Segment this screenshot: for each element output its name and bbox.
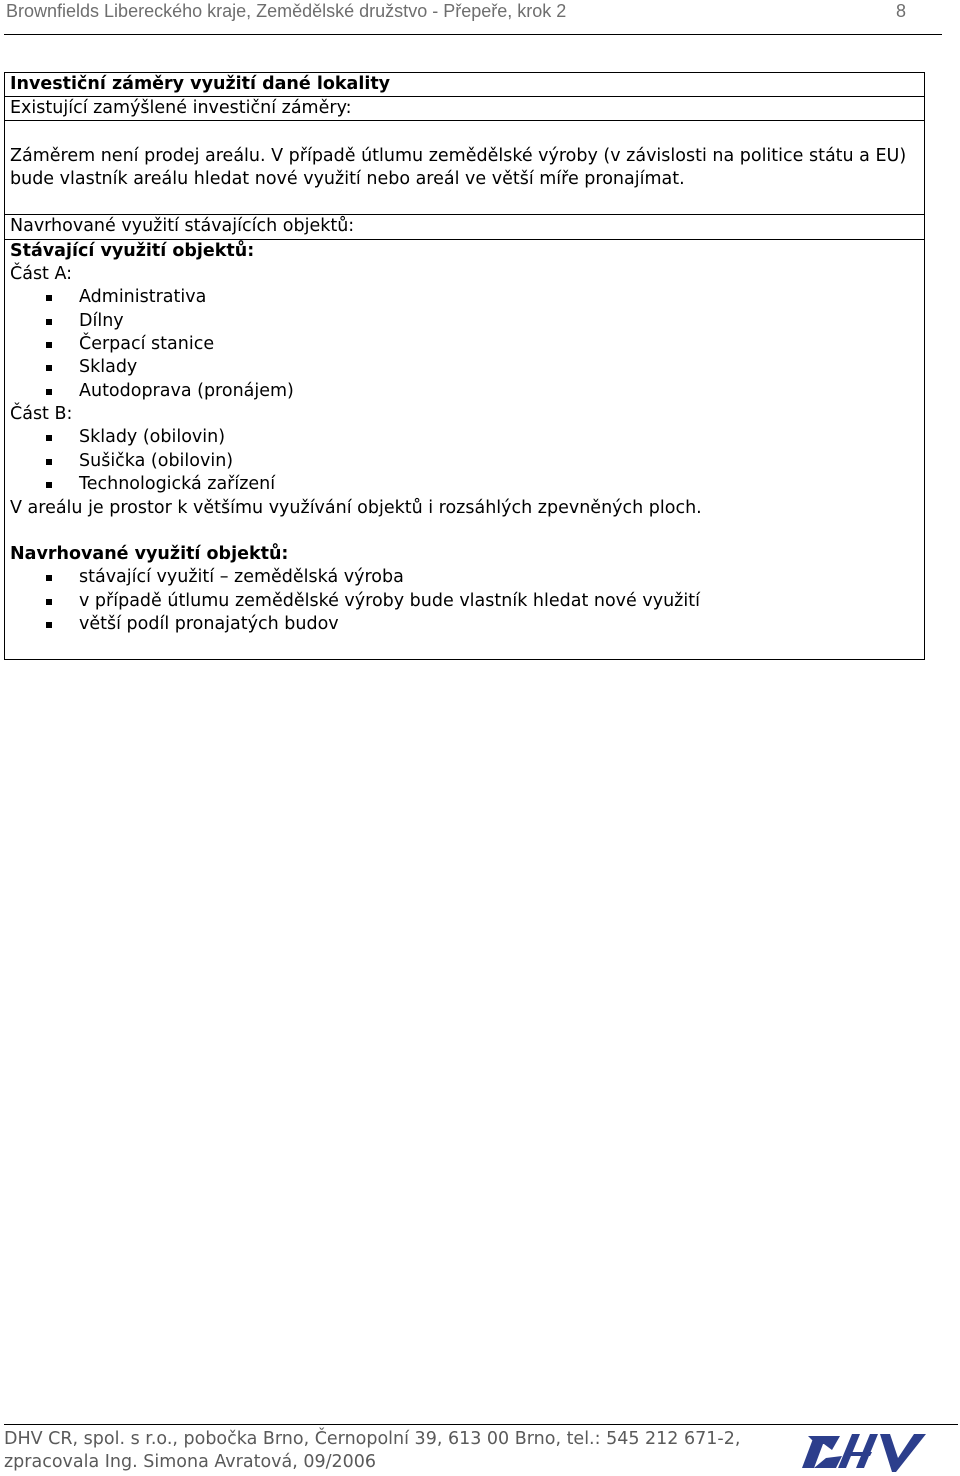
- proposed-use-heading: Navrhované využití objektů:: [10, 544, 289, 564]
- list-item-label: Čerpací stanice: [79, 334, 215, 354]
- square-bullet-icon: [46, 342, 52, 348]
- part-a-label: Část A:: [10, 264, 73, 284]
- summary-text: V areálu je prostor k většímu využívání objektů i rozsáhlých zpevněných ploch.: [10, 498, 702, 518]
- list-item-label: Dílny: [79, 311, 124, 331]
- section-subheading: Existující zamýšlené investiční záměry:: [10, 98, 352, 118]
- square-bullet-icon: [46, 459, 52, 465]
- dhv-logo: [796, 1428, 932, 1472]
- header-divider: [4, 34, 942, 35]
- list-item-label: Sklady: [79, 357, 138, 377]
- intro-text-line-2: bude vlastník areálu hledat nové využití nebo areál ve větší míře pronajímat.: [10, 169, 685, 189]
- list-item-label: stávající využití – zemědělská výroba: [79, 567, 404, 587]
- square-bullet-icon: [46, 482, 52, 488]
- square-bullet-icon: [46, 575, 52, 581]
- list-item-label: větší podíl pronajatých budov: [79, 614, 339, 634]
- list-item-label: Sušička (obilovin): [79, 451, 234, 471]
- footer-author: zpracovala Ing. Simona Avratová, 09/2006: [4, 1452, 377, 1472]
- intro-text-line-1: Záměrem není prodej areálu. V případě útlumu zemědělské výroby (v závislosti na politice státu a EU): [10, 146, 907, 166]
- list-item-label: v případě útlumu zemědělské výroby bude vlastník hledat nové využití: [79, 591, 700, 611]
- box-row-divider: [4, 120, 925, 121]
- document-header-title: Brownfields Libereckého kraje, Zemědělské družstvo - Přepeře, krok 2: [6, 1, 567, 21]
- list-item-label: Technologická zařízení: [79, 474, 276, 494]
- square-bullet-icon: [46, 365, 52, 371]
- page-number: 8: [896, 1, 907, 21]
- proposed-existing-label: Navrhované využití stávajících objektů:: [10, 216, 355, 236]
- footer-divider: [4, 1424, 958, 1425]
- square-bullet-icon: [46, 435, 52, 441]
- list-item-label: Administrativa: [79, 287, 207, 307]
- section-heading: Investiční záměry využití dané lokality: [10, 74, 391, 94]
- list-item-label: Autodoprava (pronájem): [79, 381, 294, 401]
- square-bullet-icon: [46, 319, 52, 325]
- part-b-label: Část B:: [10, 404, 73, 424]
- square-bullet-icon: [46, 622, 52, 628]
- square-bullet-icon: [46, 389, 52, 395]
- current-use-heading: Stávající využití objektů:: [10, 241, 255, 261]
- footer-address: DHV CR, spol. s r.o., pobočka Brno, Černopolní 39, 613 00 Brno, tel.: 545 212 671-2,: [4, 1429, 741, 1449]
- square-bullet-icon: [46, 295, 52, 301]
- list-item-label: Sklady (obilovin): [79, 427, 226, 447]
- square-bullet-icon: [46, 599, 52, 605]
